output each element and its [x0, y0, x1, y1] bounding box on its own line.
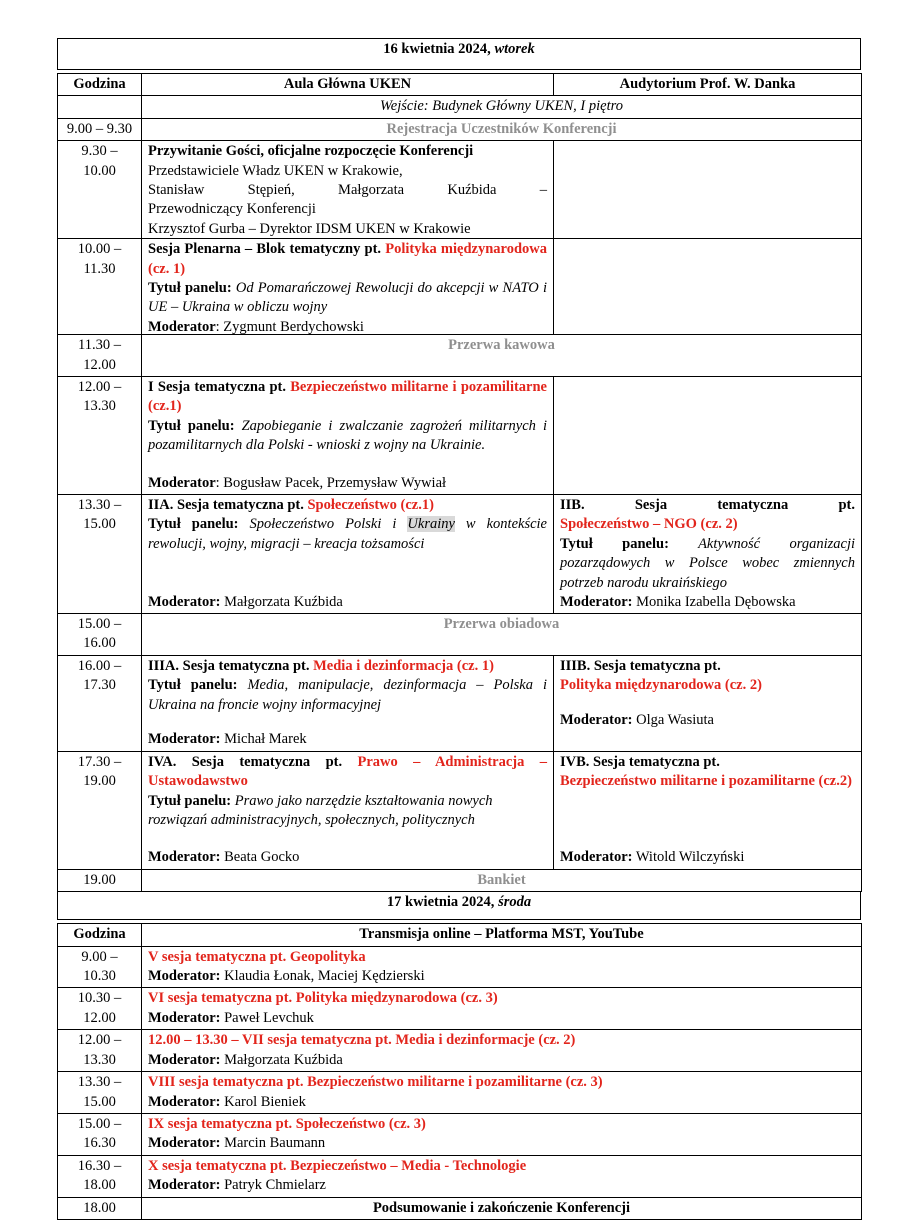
moderator-name: Olga Wasiuta: [632, 712, 714, 729]
session-title-prefix: IVA. Sesja tematyczna pt.: [148, 753, 358, 770]
session-title-red: Media i dezinformacja (cz. 1): [313, 657, 494, 674]
session-title: V sesja tematyczna pt. Geopolityka: [148, 948, 366, 965]
panel-label: Tytuł panelu:: [148, 516, 239, 533]
plenary-moderator: [148, 318, 547, 337]
session-time: 13.30 – 15.00: [58, 1072, 142, 1114]
session1-row: [58, 377, 862, 495]
welcome-row: [58, 141, 862, 239]
welcome-line: Przewodniczący Konferencji: [148, 201, 316, 218]
moderator-label: Moderator:: [560, 594, 633, 611]
session1-panel: [148, 417, 547, 456]
session2b-title: IIB. Sesja tematyczna pt.: [560, 497, 855, 514]
panel-label: Tytuł panelu:: [148, 677, 238, 694]
session-title-prefix: IIIA. Sesja tematyczna pt.: [148, 657, 314, 674]
welcome-line: Krzysztof Gurba – Dyrektor IDSM UKEN w Krakowie: [148, 220, 471, 237]
coffee-time: 11.30 – 12.00: [58, 335, 142, 377]
moderator-name: Patryk Chmielarz: [220, 1177, 326, 1194]
moderator-name: : Zygmunt Berdychowski: [215, 318, 364, 335]
col-header-venue-right: Audytorium Prof. W. Danka: [554, 74, 862, 96]
entrance-note: Wejście: Budynek Główny UKEN, I piętro: [142, 96, 862, 118]
session2a-cell: [142, 495, 554, 614]
day2-header-row: [58, 924, 862, 946]
empty-cell: [554, 141, 862, 239]
session-title-red: Bezpieczeństwo militarne i pozamilitarne (cz.1): [148, 379, 547, 415]
highlighted-word: Ukrainy: [407, 516, 455, 533]
session3a-panel: [148, 676, 547, 715]
panel-text: Prawo jako narzędzie kształtowania nowych rozwiązań administracyjnych, społecznych, politycznych: [148, 792, 493, 829]
session3-time: 16.00 – 17.30: [58, 655, 142, 751]
lunch-time: 15.00 – 16.00: [58, 614, 142, 656]
session-title-red: Polityka międzynarodowa (cz. 1): [148, 241, 548, 277]
moderator-label: Moderator:: [148, 1051, 221, 1068]
moderator-label: Moderator:: [148, 849, 221, 866]
session-cell: [142, 988, 862, 1030]
moderator-label: Moderator: [148, 318, 216, 335]
plenary-cell: [142, 239, 554, 335]
session2a-moderator: [148, 593, 547, 612]
day1-weekday: wtorek: [494, 41, 535, 57]
session4a-panel: [148, 792, 547, 831]
session4b-title-red: Bezpieczeństwo militarne i pozamilitarne (cz.2): [560, 773, 852, 790]
day2-session-row: [58, 1155, 862, 1197]
panel-label: Tytuł panelu:: [148, 280, 232, 297]
session-title: VI sesja tematyczna pt. Polityka międzynarodowa (cz. 3): [148, 990, 498, 1007]
session-time: 15.00 – 16.30: [58, 1113, 142, 1155]
session-moderator: [148, 1009, 855, 1028]
session2-row: [58, 495, 862, 614]
day2-session-row: [58, 1030, 862, 1072]
moderator-label: Moderator:: [148, 731, 221, 748]
session-title: IX sesja tematyczna pt. Społeczeństwo (cz. 3): [148, 1115, 426, 1132]
moderator-label: Moderator:: [148, 1009, 221, 1026]
day1-date: 16 kwietnia 2024,: [383, 41, 491, 57]
day2-schedule-table: [57, 923, 862, 1220]
session-title-prefix: IIA. Sesja tematyczna pt.: [148, 497, 308, 514]
session4b-moderator: [560, 848, 855, 867]
session4b-title: IVB. Sesja tematyczna pt.: [560, 753, 720, 770]
session-cell: [142, 946, 862, 988]
session3b-moderator: [560, 711, 855, 730]
session1-moderator: [148, 474, 547, 493]
session4a-cell: [142, 751, 554, 869]
moderator-label: Moderator:: [560, 712, 633, 729]
registration-row: [58, 118, 862, 140]
session3-row: [58, 655, 862, 751]
day2-weekday: środa: [498, 894, 532, 911]
panel-text: Zapobieganie i zwalczanie zagrożeń militarnych i pozamilitarnych dla Polski - wnioski z wojny na Ukrainie.: [148, 417, 547, 454]
panel-text: Aktywność organizacji pozarządowych w Polsce wobec zmiennych potrzeb narodu ukraińskiego: [560, 535, 855, 591]
session4-time: 17.30 – 19.00: [58, 751, 142, 869]
session-title: X sesja tematyczna pt. Bezpieczeństwo – Media - Technologie: [148, 1157, 527, 1174]
moderator-label: Moderator:: [148, 1093, 221, 1110]
moderator-name: : Bogusław Pacek, Przemysław Wywiał: [215, 474, 447, 491]
day2-session-row: [58, 946, 862, 988]
moderator-label: Moderator:: [148, 968, 221, 985]
moderator-name: Małgorzata Kuźbida: [220, 1051, 343, 1068]
day1-title: [58, 39, 861, 70]
plenary-title: [148, 240, 547, 279]
entrance-row: [58, 96, 862, 118]
welcome-time: 9.30 – 10.00: [58, 141, 142, 239]
session2b-title-red: Społeczeństwo – NGO (cz. 2): [560, 516, 738, 533]
session3b-cell: [554, 655, 862, 751]
moderator-name: Witold Wilczyński: [632, 849, 745, 866]
entrance-time-cell: [58, 96, 142, 118]
session-title-prefix: Sesja Plenarna – Blok tematyczny pt.: [148, 241, 386, 258]
session2-time: 13.30 – 15.00: [58, 495, 142, 614]
panel-text: w kontekście rewolucji, wojny, migracji – kreacja tożsamości: [148, 516, 547, 552]
day1-title-table: [57, 38, 861, 70]
day2-session-row: [58, 1072, 862, 1114]
panel-text: Od Pomarańczowej Rewolucji do akcepcji w NATO i UE – Ukraina w obliczu wojny: [148, 280, 547, 316]
panel-label: Tytuł panelu:: [560, 535, 669, 552]
panel-text: Media, manipulacje, dezinformacja – Polska i Ukraina na froncie wojny informacyjnej: [148, 677, 547, 713]
session2a-title: [148, 496, 547, 515]
session4a-moderator: [148, 848, 547, 867]
day2-date: 17 kwietnia 2024,: [386, 894, 495, 911]
day2-session-row: [58, 988, 862, 1030]
closing-row: [58, 1197, 862, 1219]
session-moderator: [148, 1176, 855, 1195]
panel-text: Społeczeństwo Polski i: [238, 516, 408, 533]
plenary-row: [58, 239, 862, 335]
session4-row: [58, 751, 862, 869]
session-title-red: Społeczeństwo (cz.1): [307, 497, 434, 514]
moderator-label: Moderator:: [148, 1177, 221, 1194]
lunch-break-row: [58, 614, 862, 656]
moderator-name: Małgorzata Kuźbida: [220, 593, 343, 610]
session-title: VIII sesja tematyczna pt. Bezpieczeństwo militarne i pozamilitarne (cz. 3): [148, 1074, 603, 1091]
session-title: 12.00 – 13.30 – VII sesja tematyczna pt. Media i dezinformacje (cz. 2): [148, 1032, 576, 1049]
session-cell: [142, 1155, 862, 1197]
moderator-name: Paweł Levchuk: [220, 1009, 314, 1026]
welcome-line: Stanisław Stępień, Małgorzata Kuźbida –: [148, 182, 547, 199]
plenary-time: 10.00 – 11.30: [58, 239, 142, 335]
session2b-panel: [560, 535, 855, 593]
closing-time: 18.00: [58, 1197, 142, 1219]
moderator-name: Klaudia Łonak, Maciej Kędzierski: [220, 968, 425, 985]
coffee-label: Przerwa kawowa: [142, 335, 862, 377]
session-time: 12.00 – 13.30: [58, 1030, 142, 1072]
session1-title: [148, 378, 547, 417]
conference-schedule-document: [57, 38, 863, 1220]
session-moderator: [148, 967, 855, 986]
day1-schedule-table: [57, 73, 862, 892]
session2b-cell: [554, 495, 862, 614]
session3b-title-red: Polityka międzynarodowa (cz. 2): [560, 677, 762, 694]
registration-time: 9.00 – 9.30: [58, 118, 142, 140]
panel-label: Tytuł panelu:: [148, 417, 235, 434]
session-cell: [142, 1113, 862, 1155]
registration-label: Rejestracja Uczestników Konferencji: [142, 118, 862, 140]
banquet-label: Bankiet: [142, 869, 862, 891]
day2-title: [58, 892, 861, 920]
day2-title-table: [57, 891, 861, 920]
session-time: 9.00 – 10.30: [58, 946, 142, 988]
session2b-moderator: [560, 593, 855, 612]
lunch-label: Przerwa obiadowa: [142, 614, 862, 656]
session-moderator: [148, 1051, 855, 1070]
plenary-panel: [148, 279, 547, 318]
session1-time: 12.00 – 13.30: [58, 377, 142, 495]
col-header-time: Godzina: [58, 924, 142, 946]
session3a-moderator: [148, 730, 547, 749]
coffee-break-row: [58, 335, 862, 377]
session-title-red: Prawo – Administracja – Ustawodawstwo: [148, 753, 547, 790]
welcome-line: Przedstawiciele Władz UKEN w Krakowie,: [148, 162, 403, 179]
moderator-label: Moderator:: [560, 849, 633, 866]
moderator-name: Michał Marek: [220, 731, 307, 748]
day2-session-row: [58, 1113, 862, 1155]
closing-label: Podsumowanie i zakończenie Konferencji: [142, 1197, 862, 1219]
moderator-name: Marcin Baumann: [220, 1135, 326, 1152]
session-moderator: [148, 1093, 855, 1112]
panel-label: Tytuł panelu:: [148, 792, 232, 809]
col-header-time: Godzina: [58, 74, 142, 96]
session-title-prefix: I Sesja tematyczna pt.: [148, 379, 291, 396]
session2a-panel: [148, 515, 547, 554]
session-cell: [142, 1030, 862, 1072]
moderator-label: Moderator: [148, 474, 216, 491]
day2-venue: Transmisja online – Platforma MST, YouTube: [142, 924, 862, 946]
session-time: 10.30 – 12.00: [58, 988, 142, 1030]
welcome-cell: [142, 141, 554, 239]
session-moderator: [148, 1134, 855, 1153]
session3a-title: [148, 657, 547, 676]
day1-header-row: [58, 74, 862, 96]
moderator-label: Moderator:: [148, 593, 221, 610]
banquet-time: 19.00: [58, 869, 142, 891]
session4b-cell: [554, 751, 862, 869]
welcome-title: Przywitanie Gości, oficjalne rozpoczęcie Konferencji: [148, 143, 474, 160]
moderator-label: Moderator:: [148, 1135, 221, 1152]
empty-cell: [554, 239, 862, 335]
col-header-venue-left: Aula Główna UKEN: [142, 74, 554, 96]
session-cell: [142, 1072, 862, 1114]
moderator-name: Karol Bieniek: [220, 1093, 306, 1110]
banquet-row: [58, 869, 862, 891]
empty-cell: [554, 377, 862, 495]
moderator-name: Monika Izabella Dębowska: [632, 594, 796, 611]
session1-cell: [142, 377, 554, 495]
session-time: 16.30 – 18.00: [58, 1155, 142, 1197]
session4a-title: [148, 753, 547, 792]
session3b-title: IIIB. Sesja tematyczna pt.: [560, 657, 721, 674]
moderator-name: Beata Gocko: [220, 849, 300, 866]
session3a-cell: [142, 655, 554, 751]
